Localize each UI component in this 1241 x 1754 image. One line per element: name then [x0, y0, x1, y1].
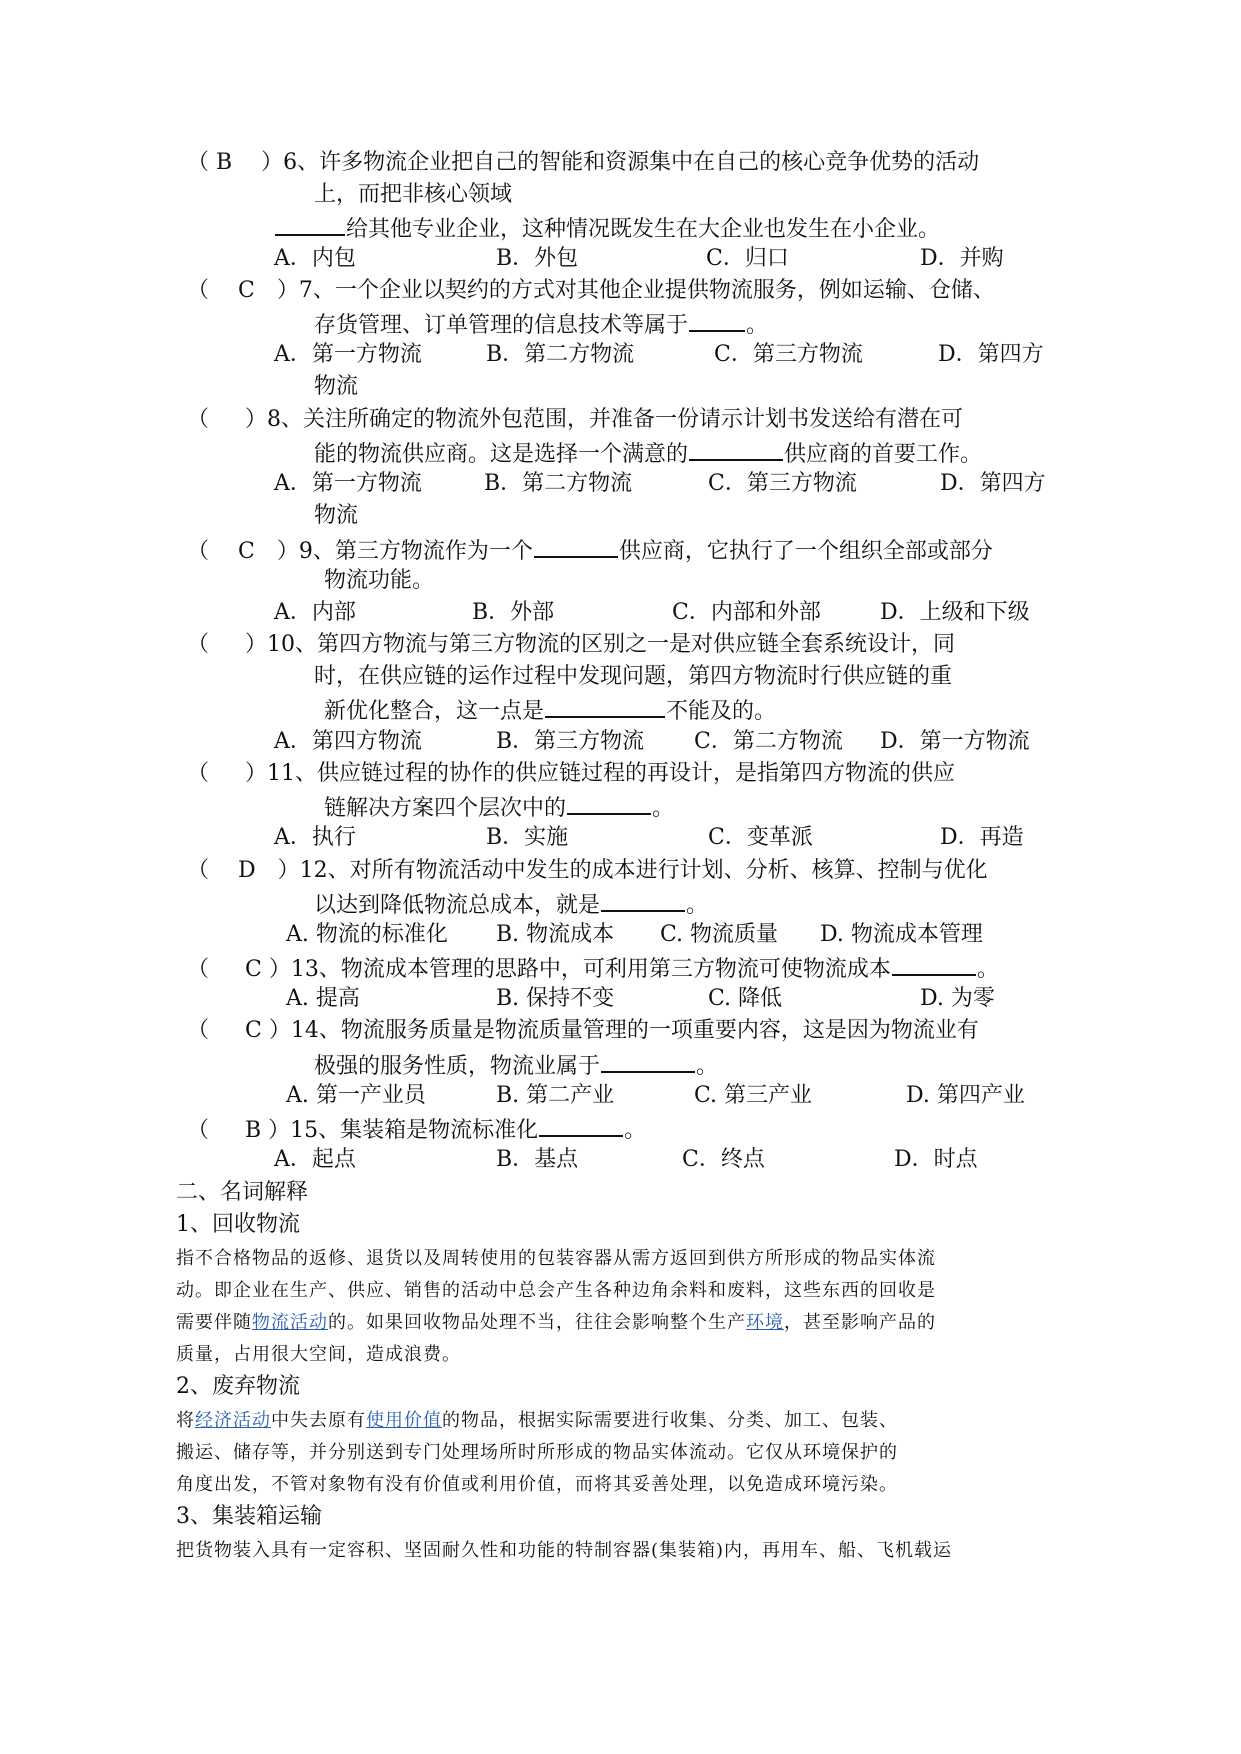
term-1-line3: [176, 1308, 936, 1338]
punct: 。: [696, 1054, 719, 1079]
answer-q12: D: [238, 858, 256, 883]
question-10-line3-end: 不能及的。: [666, 699, 777, 724]
link-environment[interactable]: 环境: [746, 1312, 784, 1333]
question-11-text: 11、供应链过程的协作的供应链过程的再设计，是指第四方物流的供应: [267, 761, 956, 786]
question-10-line2: 时，在供应链的运作过程中发现问题，第四方物流时行供应链的重: [314, 664, 953, 689]
answer-q14: C: [245, 1018, 262, 1043]
question-7-line2: [314, 308, 768, 341]
link-use-value[interactable]: 使用价值: [366, 1410, 442, 1431]
punct: 。: [976, 957, 999, 982]
q6-option-b: B．外包: [496, 246, 579, 271]
fill-blank[interactable]: [539, 1113, 623, 1137]
answer-paren-close: ）: [245, 407, 268, 432]
q8-option-c: C．第三方物流: [708, 471, 857, 496]
fill-blank[interactable]: [689, 308, 745, 332]
answer-q6: B: [216, 150, 233, 175]
question-9-text: 9、第三方物流作为一个: [298, 539, 533, 564]
punct: 。: [686, 893, 709, 918]
q13-option-d: D. 为零: [920, 986, 995, 1011]
answer-paren-close: ）: [245, 632, 268, 657]
q11-option-d: D．再造: [940, 825, 1024, 850]
question-6-text: 6、许多物流企业把自己的智能和资源集中在自己的核心竞争优势的活动: [283, 150, 980, 175]
q15-option-b: B．基点: [496, 1147, 579, 1172]
text: 中失去原有: [271, 1410, 366, 1431]
q12-option-d: D. 物流成本管理: [820, 922, 983, 947]
question-6: [187, 148, 979, 178]
question-8-text: 8、关注所确定的物流外包范围，并准备一份请示计划书发送给有潜在可: [267, 407, 964, 432]
q11-option-c: C．变革派: [708, 825, 813, 850]
question-14-text: 14、物流服务质量是物流质量管理的一项重要内容，这是因为物流业有: [290, 1018, 979, 1043]
answer-paren-open: （: [187, 1018, 245, 1043]
question-11: [187, 759, 955, 789]
q14-option-b: B. 第二产业: [496, 1083, 615, 1108]
q13-option-b: B. 保持不变: [496, 986, 615, 1011]
term-title-1: 1、回收物流: [176, 1212, 300, 1237]
q12-option-c: C. 物流质量: [660, 922, 779, 947]
text: 需要伴随: [176, 1312, 252, 1333]
q15-option-c: C．终点: [682, 1147, 765, 1172]
fill-blank[interactable]: [534, 534, 618, 558]
q7-option-a: A．第一方物流: [274, 342, 422, 367]
question-14-line2-text: 极强的服务性质，物流业属于: [314, 1054, 601, 1079]
question-9-text-end: 供应商，它执行了一个组织全部或部分: [618, 539, 993, 564]
answer-paren-open: （: [187, 761, 245, 786]
question-7: [187, 276, 995, 306]
punct: 。: [624, 1118, 647, 1143]
q9-option-a: A．内部: [274, 600, 356, 625]
section-heading: 二、名词解释: [176, 1180, 309, 1205]
question-14-line2: [314, 1049, 718, 1082]
q10-option-b: B．第三方物流: [496, 729, 645, 754]
fill-blank[interactable]: [892, 952, 976, 976]
question-7-text: 7、一个企业以契约的方式对其他企业提供物流服务，例如运输、仓储、: [298, 278, 995, 303]
q13-option-a: A. 提高: [286, 986, 360, 1011]
q11-option-a: A．执行: [274, 825, 356, 850]
q6-option-c: C．归口: [706, 246, 789, 271]
q7-option-b: B．第二方物流: [486, 342, 635, 367]
answer-paren-open: （: [187, 150, 216, 175]
fill-blank[interactable]: [601, 888, 685, 912]
term-1-line2: 动。即企业在生产、供应、销售的活动中总会产生各种边角余料和废料，这些东西的回收是: [176, 1280, 936, 1301]
q11-option-b: B．实施: [486, 825, 569, 850]
answer-paren-close: ）: [261, 957, 291, 982]
term-title-3: 3、集装箱运输: [176, 1504, 322, 1529]
question-8-line2: [314, 437, 982, 470]
answer-paren-open: （: [187, 407, 245, 432]
link-logistics-activity[interactable]: 物流活动: [252, 1312, 328, 1333]
question-13: [187, 952, 999, 985]
answer-paren-close: ）: [245, 761, 268, 786]
question-9: [187, 534, 993, 567]
q10-option-c: C．第二方物流: [694, 729, 843, 754]
punct: 。: [746, 313, 769, 338]
question-10-text: 10、第四方物流与第三方物流的区别之一是对供应链全套系统设计，同: [267, 632, 956, 657]
answer-paren-close: ）: [261, 1118, 291, 1143]
question-6-line3: [274, 212, 940, 245]
answer-paren-open: （: [187, 278, 238, 303]
question-12-line2-text: 以达到降低物流总成本，就是: [314, 893, 601, 918]
q12-option-a: A. 物流的标准化: [286, 922, 448, 947]
answer-q13: C: [245, 957, 262, 982]
term-title-2: 2、废弃物流: [176, 1374, 300, 1399]
text: 将: [176, 1410, 195, 1431]
term-2-line3: 角度出发，不管对象物有没有价值或利用价值，而将其妥善处理，以免造成环境污染。: [176, 1474, 898, 1495]
q8-option-b: B．第二方物流: [484, 471, 633, 496]
question-12-text: 12、对所有物流活动中发生的成本进行计划、分析、核算、控制与优化: [299, 858, 988, 883]
q10-option-a: A．第四方物流: [274, 729, 422, 754]
answer-paren-close: ）: [261, 1018, 291, 1043]
punct: 。: [652, 796, 675, 821]
answer-paren-close: ）: [254, 278, 299, 303]
question-10: [187, 630, 955, 660]
fill-blank[interactable]: [601, 1049, 695, 1073]
answer-paren-close: ）: [254, 539, 299, 564]
q9-option-d: D．上级和下级: [880, 600, 1030, 625]
question-12-line2: [314, 888, 708, 921]
q14-option-d: D. 第四产业: [906, 1083, 1025, 1108]
answer-q9: C: [238, 539, 255, 564]
question-8-line2-text: 能的物流供应商。这是选择一个满意的: [314, 442, 689, 467]
q7-option-c: C．第三方物流: [714, 342, 863, 367]
question-11-line2-text: 链解决方案四个层次中的: [324, 796, 567, 821]
q7-option-d: D．第四方: [938, 342, 1044, 367]
q12-option-b: B. 物流成本: [496, 922, 615, 947]
answer-q15: B: [245, 1118, 262, 1143]
text: 的物品，根据实际需要进行收集、分类、加工、包装、: [442, 1410, 898, 1431]
fill-blank[interactable]: [689, 437, 783, 461]
q13-option-c: C. 降低: [708, 986, 783, 1011]
question-7-line2-text: 存货管理、订单管理的信息技术等属于: [314, 313, 689, 338]
q8-option-a: A．第一方物流: [274, 471, 422, 496]
question-8-line2-end: 供应商的首要工作。: [784, 442, 983, 467]
question-11-line2: [324, 791, 674, 824]
term-2-line1: [176, 1406, 898, 1436]
q14-option-c: C. 第三产业: [694, 1083, 813, 1108]
q8-option-d-wrap: 物流: [314, 503, 359, 528]
q6-option-a: A．内包: [274, 246, 356, 271]
link-economic-activity[interactable]: 经济活动: [195, 1410, 271, 1431]
question-15: [187, 1113, 646, 1146]
q10-option-d: D．第一方物流: [880, 729, 1030, 754]
q6-option-d: D．并购: [920, 246, 1004, 271]
q7-option-d-wrap: 物流: [314, 374, 359, 399]
question-10-line3: [324, 694, 776, 727]
answer-paren-close: ）: [232, 150, 284, 175]
answer-paren-open: （: [187, 957, 245, 982]
question-6-line2: 上，而把非核心领域: [314, 182, 513, 207]
fill-blank[interactable]: [567, 791, 651, 815]
term-2-line2: 搬运、储存等，并分别送到专门处理场所时所形成的物品实体流动。它仅从环境保护的: [176, 1442, 898, 1463]
q15-option-d: D．时点: [894, 1147, 978, 1172]
q14-option-a: A. 第一产业员: [286, 1083, 426, 1108]
answer-paren-open: （: [187, 539, 238, 564]
answer-paren-open: （: [187, 1118, 245, 1143]
q9-option-b: B．外部: [472, 600, 555, 625]
term-1-line1: 指不合格物品的返修、退货以及周转使用的包装容器从需方返回到供方所形成的物品实体流: [176, 1248, 936, 1269]
fill-blank[interactable]: [545, 694, 665, 718]
text: ，甚至影响产品的: [784, 1312, 936, 1333]
term-1-line4: 质量，占用很大空间，造成浪费。: [176, 1344, 461, 1365]
question-8: [187, 405, 963, 435]
answer-paren-close: ）: [255, 858, 300, 883]
q8-option-d: D．第四方: [940, 471, 1046, 496]
question-13-text: 13、物流成本管理的思路中，可利用第三方物流可使物流成本: [290, 957, 891, 982]
text: 的。如果回收物品处理不当，往往会影响整个生产: [328, 1312, 746, 1333]
question-14: [187, 1016, 979, 1046]
term-3-line1: 把货物装入具有一定容积、坚固耐久性和功能的特制容器(集装箱)内，再用车、船、飞机载运: [176, 1540, 953, 1561]
answer-paren-open: （: [187, 858, 238, 883]
question-12: [187, 856, 988, 886]
question-9-line2: 物流功能。: [324, 568, 435, 593]
question-15-text: 15、集装箱是物流标准化: [290, 1118, 539, 1143]
answer-q7: C: [238, 278, 255, 303]
question-6-line3-text: 给其他专业企业，这种情况既发生在大企业也发生在小企业。: [346, 217, 941, 242]
fill-blank[interactable]: [275, 212, 345, 236]
question-10-line3-text: 新优化整合，这一点是: [324, 699, 545, 724]
answer-paren-open: （: [187, 632, 245, 657]
q9-option-c: C．内部和外部: [672, 600, 821, 625]
q15-option-a: A．起点: [274, 1147, 356, 1172]
